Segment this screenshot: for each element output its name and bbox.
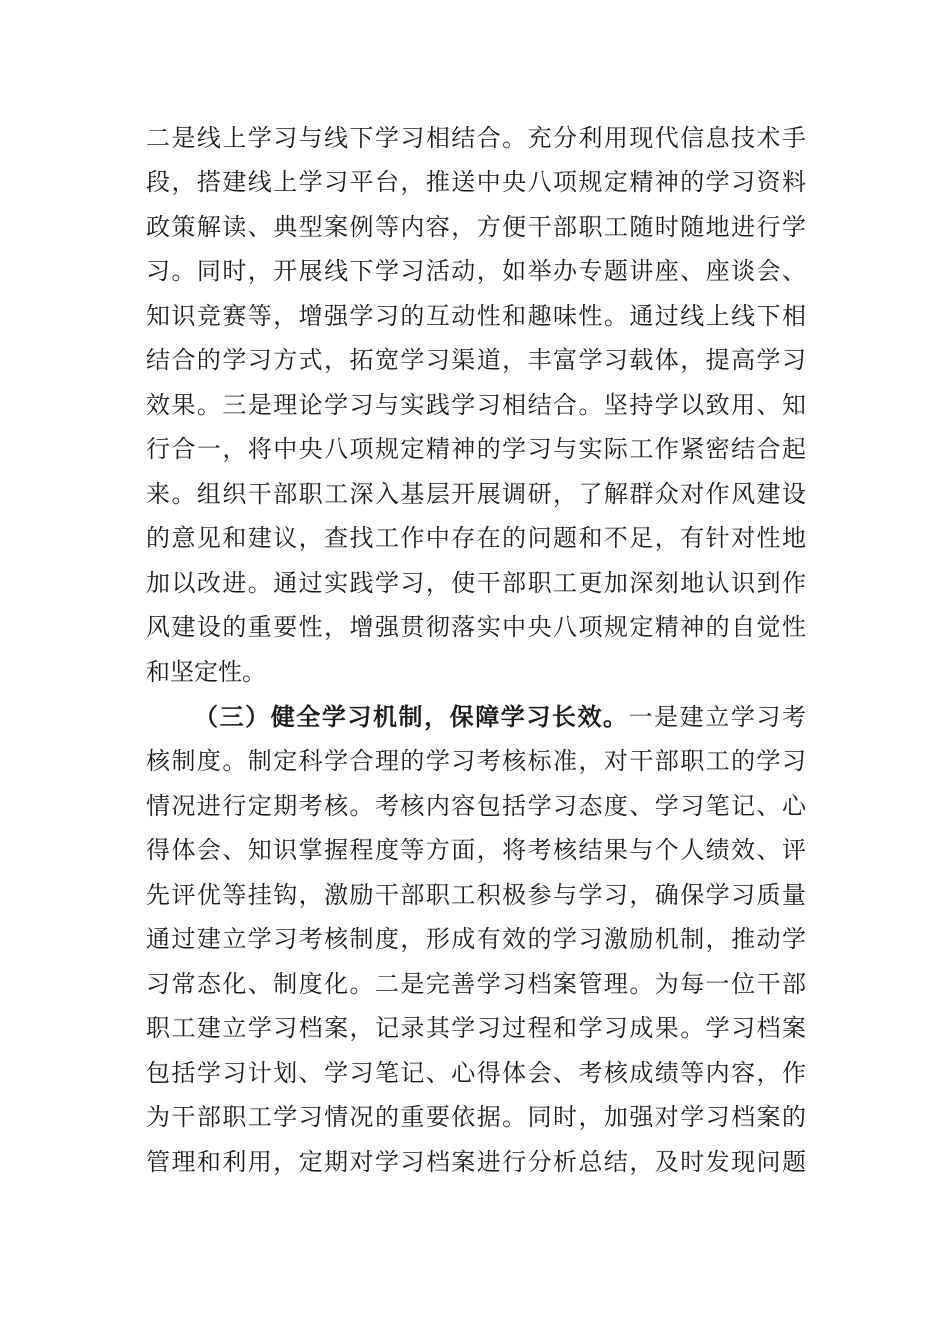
paragraph-line: 习。同时，开展线下学习活动，如举办专题讲座、座谈会、	[146, 257, 806, 285]
paragraph-line: 结合的学习方式，拓宽学习渠道，丰富学习载体，提高学习	[146, 346, 806, 374]
paragraph-line: 知识竞赛等，增强学习的互动性和趣味性。通过线上线下相	[146, 302, 806, 330]
paragraph-line: 效果。三是理论学习与实践学习相结合。坚持学以致用、知	[146, 391, 806, 419]
paragraph-line: 的意见和建议，查找工作中存在的问题和不足，有针对性地	[146, 524, 806, 552]
paragraph-line: 情况进行定期考核。考核内容包括学习态度、学习笔记、心	[146, 792, 806, 820]
paragraph-line: 习常态化、制度化。二是完善学习档案管理。为每一位干部	[146, 970, 806, 998]
paragraph-line: 风建设的重要性，增强贯彻落实中央八项规定精神的自觉性	[146, 613, 806, 641]
paragraph-line: 和坚定性。	[146, 658, 266, 686]
paragraph-line: 行合一，将中央八项规定精神的学习与实际工作紧密结合起	[146, 435, 806, 463]
paragraph-line: 先评优等挂钩，激励干部职工积极参与学习，确保学习质量	[146, 881, 806, 909]
section-heading-continuation: 一是建立学习考	[628, 703, 807, 731]
paragraph-line: 二是线上学习与线下学习相结合。充分利用现代信息技术手	[146, 124, 806, 152]
paragraph-line: 为干部职工学习情况的重要依据。同时，加强对学习档案的	[146, 1103, 806, 1131]
paragraph-line: 加以改进。通过实践学习，使干部职工更加深刻地认识到作	[146, 569, 806, 597]
paragraph-line: 管理和利用，定期对学习档案进行分析总结，及时发现问题	[146, 1148, 806, 1176]
section-heading-line	[194, 697, 806, 737]
paragraph-line: 段，搭建线上学习平台，推送中央八项规定精神的学习资料	[146, 168, 806, 196]
paragraph-line: 职工建立学习档案，记录其学习过程和学习成果。学习档案	[146, 1014, 806, 1042]
paragraph-line: 包括学习计划、学习笔记、心得体会、考核成绩等内容，作	[146, 1059, 806, 1087]
paragraph-line: 政策解读、典型案例等内容，方便干部职工随时随地进行学	[146, 213, 806, 241]
paragraph-line: 得体会、知识掌握程度等方面，将考核结果与个人绩效、评	[146, 836, 806, 864]
section-heading: （三）健全学习机制，保障学习长效。	[194, 702, 629, 731]
paragraph-line: 来。组织干部职工深入基层开展调研，了解群众对作风建设	[146, 480, 806, 508]
paragraph-line: 通过建立学习考核制度，形成有效的学习激励机制，推动学	[146, 925, 806, 953]
paragraph-line: 核制度。制定科学合理的学习考核标准，对干部职工的学习	[146, 747, 806, 775]
